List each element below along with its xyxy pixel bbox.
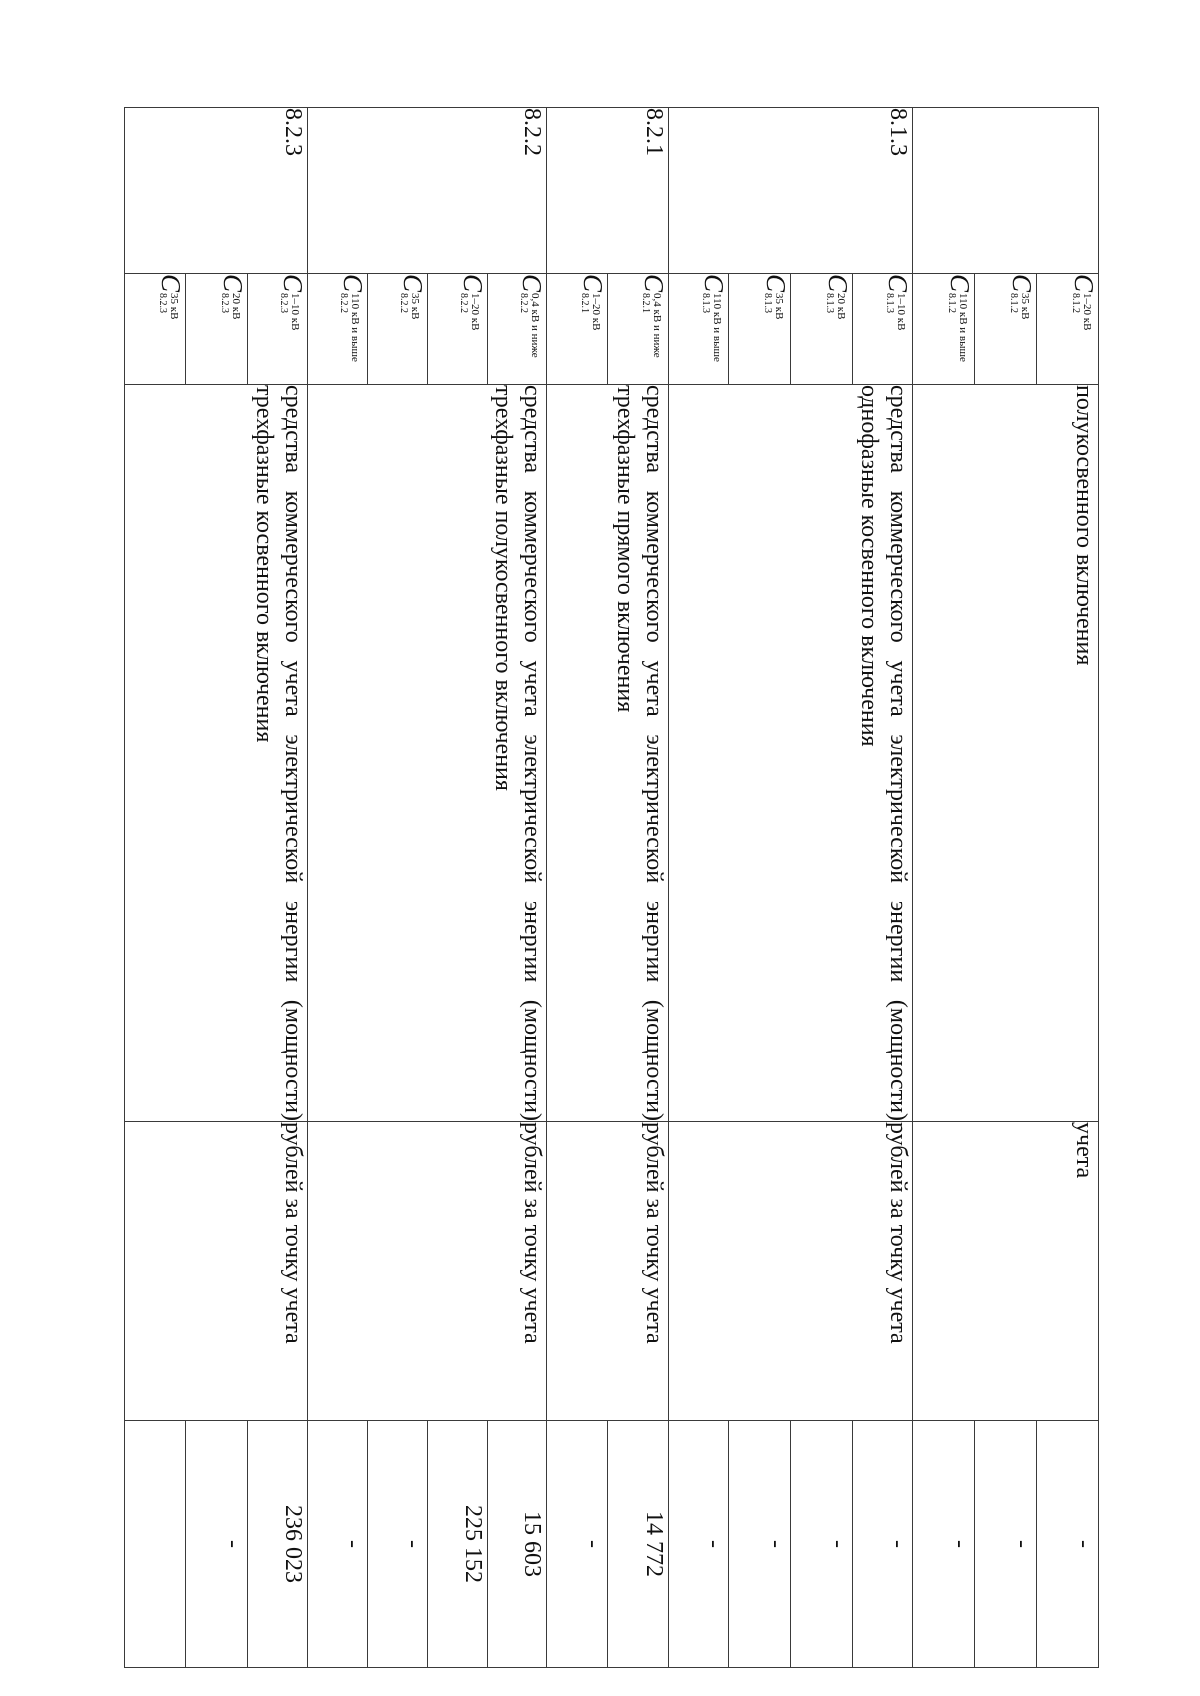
rate-indices (640, 293, 662, 358)
voltage-superscript: 1–20 кВ (589, 293, 602, 331)
rate-value: - (975, 1421, 1037, 1668)
rate-indices (579, 293, 601, 330)
table-row (487, 108, 547, 1668)
item-description: полукосвенного включения (913, 385, 1099, 1122)
rate-value (125, 1421, 186, 1668)
rate-indices (219, 293, 241, 319)
voltage-superscript: 110 кВ и выше (710, 293, 723, 362)
voltage-superscript: 0,4 кВ и ниже (650, 293, 663, 358)
rate-symbol: C (517, 274, 548, 293)
rate-code (1037, 274, 1099, 385)
rate-value: - (367, 1421, 427, 1668)
rate-indices (1008, 293, 1030, 319)
voltage-superscript: 35 кВ (1018, 293, 1031, 320)
rate-code (307, 274, 367, 385)
rate-indices (884, 293, 906, 330)
rate-code (367, 274, 427, 385)
item-number: 8.2.3 (125, 108, 308, 274)
voltage-superscript: 1–10 кВ (894, 293, 907, 331)
rate-symbol: C (883, 274, 913, 293)
voltage-superscript: 20 кВ (834, 293, 847, 320)
rate-code (487, 274, 547, 385)
rate-value: - (913, 1421, 975, 1668)
voltage-superscript: 0,4 кВ и ниже (528, 293, 541, 358)
section-subscript: 8.2.1 (578, 293, 590, 314)
rate-value: 236 023 (248, 1421, 308, 1668)
rate-symbol: C (218, 274, 249, 293)
unit-of-measure: рублей за точку учета (125, 1122, 308, 1421)
rate-code (248, 274, 308, 385)
item-number: 8.1.3 (669, 108, 913, 274)
section-subscript: 8.2.3 (218, 293, 230, 314)
rate-symbol: C (1007, 274, 1037, 293)
voltage-superscript: 1–20 кВ (1080, 293, 1093, 331)
rate-symbol: C (397, 274, 428, 293)
rate-code (669, 274, 729, 385)
voltage-superscript: 20 кВ (229, 293, 242, 320)
section-subscript: 8.2.2 (338, 293, 350, 314)
rate-symbol: C (156, 274, 187, 293)
item-description: средства коммерческого учета электрической энергии (мощности) трехфазные полукосвенного включения (307, 385, 546, 1122)
rate-code (427, 274, 487, 385)
unit-of-measure: рублей за точку учета (307, 1122, 546, 1421)
section-subscript: 8.2.3 (278, 293, 290, 314)
rate-value: - (186, 1421, 248, 1668)
table-row (248, 108, 308, 1668)
rate-value: - (853, 1421, 913, 1668)
rate-indices (946, 293, 968, 362)
section-subscript: 8.1.3 (883, 293, 895, 314)
table-row (1037, 108, 1099, 1668)
rate-indices (700, 293, 722, 362)
table-body (125, 108, 1099, 1668)
rate-indices (458, 293, 480, 330)
section-subscript: 8.1.2 (945, 293, 957, 314)
rate-indices (278, 293, 300, 330)
rate-indices (157, 293, 179, 319)
rate-code (608, 274, 669, 385)
rate-indices (518, 293, 540, 358)
item-description: средства коммерческого учета электрической энергии (мощности) трехфазные косвенного включения (125, 385, 308, 1122)
rate-value: 15 603 (487, 1421, 547, 1668)
tariff-table (124, 107, 1099, 1668)
rate-value: 225 152 (427, 1421, 487, 1668)
rate-code (547, 274, 608, 385)
voltage-superscript: 110 кВ и выше (956, 293, 969, 362)
voltage-superscript: 1–10 кВ (289, 293, 302, 331)
rate-indices (398, 293, 420, 319)
voltage-superscript: 35 кВ (772, 293, 785, 320)
section-subscript: 8.1.3 (761, 293, 773, 314)
rate-code (913, 274, 975, 385)
section-subscript: 8.2.2 (517, 293, 529, 314)
section-subscript: 8.1.3 (823, 293, 835, 314)
rate-code (975, 274, 1037, 385)
rate-symbol: C (457, 274, 488, 293)
item-number: 8.2.1 (547, 108, 669, 274)
table-row (853, 108, 913, 1668)
section-subscript: 8.1.3 (699, 293, 711, 314)
rate-symbol: C (761, 274, 792, 293)
rate-value: - (669, 1421, 729, 1668)
item-number: 8.2.2 (307, 108, 546, 274)
table-row (608, 108, 669, 1668)
section-subscript: 8.2.2 (458, 293, 470, 314)
rate-value: - (307, 1421, 367, 1668)
rate-code (791, 274, 853, 385)
rate-indices (338, 293, 360, 362)
voltage-superscript: 1–20 кВ (469, 293, 482, 331)
rate-symbol: C (1069, 274, 1099, 293)
unit-of-measure: рублей за точку учета (547, 1122, 669, 1421)
voltage-superscript: 35 кВ (167, 293, 180, 320)
section-subscript: 8.1.2 (1069, 293, 1081, 314)
rate-symbol: C (699, 274, 730, 293)
rate-code (729, 274, 791, 385)
section-subscript: 8.1.2 (1007, 293, 1019, 314)
item-description: средства коммерческого учета электрической энергии (мощности) однофазные косвенного включения (669, 385, 913, 1122)
section-subscript: 8.2.1 (639, 293, 651, 314)
voltage-superscript: 110 кВ и выше (349, 293, 362, 362)
unit-of-measure: рублей за точку учета (669, 1122, 913, 1421)
rate-value: - (1037, 1421, 1099, 1668)
item-description: средства коммерческого учета электрической энергии (мощности) трехфазные прямого включения (547, 385, 669, 1122)
rate-symbol: C (277, 274, 308, 293)
rate-symbol: C (945, 274, 975, 293)
rotated-page (124, 107, 1099, 1667)
rate-value: 14 772 (608, 1421, 669, 1668)
rate-indices (824, 293, 846, 319)
rate-symbol: C (578, 274, 609, 293)
rate-value: - (547, 1421, 608, 1668)
rate-code (186, 274, 248, 385)
item-number (913, 108, 1099, 274)
rate-symbol: C (337, 274, 368, 293)
section-subscript: 8.2.3 (156, 293, 168, 314)
rate-code (125, 274, 186, 385)
rate-symbol: C (823, 274, 854, 293)
rate-indices (1070, 293, 1092, 330)
voltage-superscript: 35 кВ (409, 293, 422, 320)
rate-code (853, 274, 913, 385)
rate-value: - (791, 1421, 853, 1668)
section-subscript: 8.2.2 (398, 293, 410, 314)
rate-symbol: C (639, 274, 670, 293)
unit-of-measure: учета (913, 1122, 1099, 1421)
rate-value: - (729, 1421, 791, 1668)
rate-indices (762, 293, 784, 319)
